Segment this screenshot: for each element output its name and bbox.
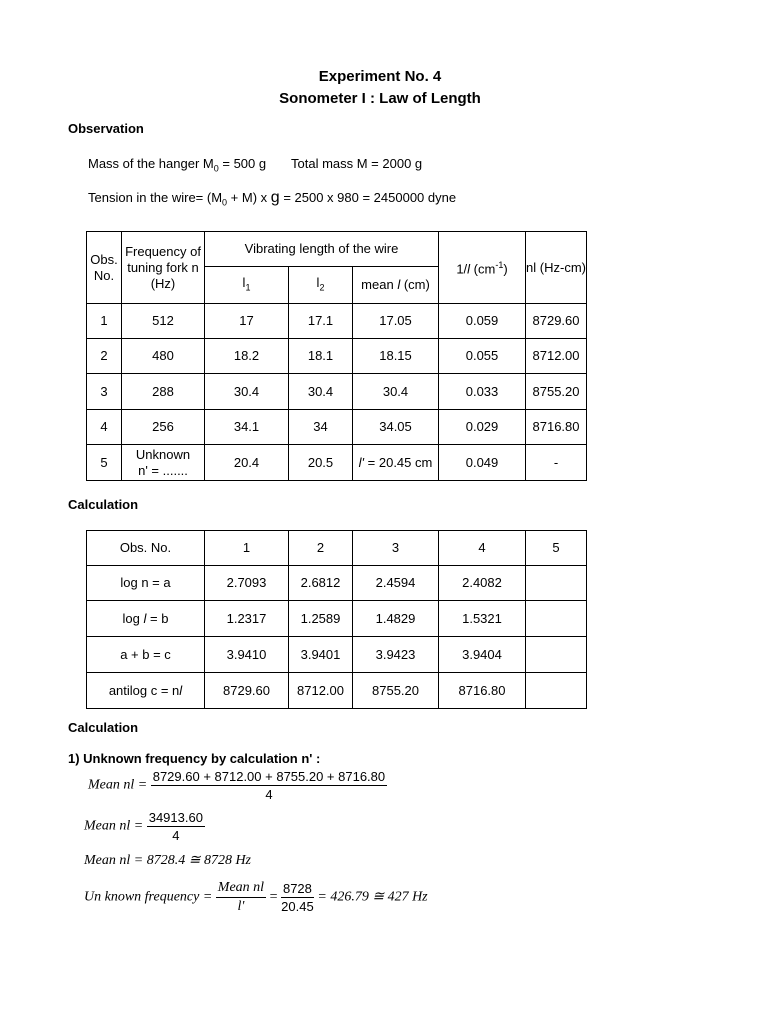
fraction: $\frac{8729.60 + 8712.00 + 8755.20 + 8716.80}{4}$ [152,769,386,802]
table-row: log n = a 2.7093 2.6812 2.4594 2.4082 [87,566,587,601]
table-header-row: Obs. No. 1 2 3 4 5 [87,531,587,566]
unknown-frequency-heading: 1) Unknown frequency by calculation n' : [68,751,321,766]
table-row: 3 288 30.4 30.4 30.4 0.033 8755.20 [87,374,587,410]
table-row: log l = b 1.2317 1.2589 1.4829 1.5321 [87,601,587,637]
tension-subscript: 0 [222,197,228,208]
table-row: 4 256 34.1 34 34.05 0.029 8716.80 [87,410,587,445]
frequency-header: Frequency of tuning fork n (Hz) [122,232,205,304]
mean-l-header: mean l (cm) [353,267,439,304]
l1-header: $l_1$ [205,267,289,304]
fraction: $\frac{34913.60}{4}$ [148,810,203,843]
calculation-heading: Calculation [68,497,139,512]
equation-mean-nl-total: Mean nl = $\frac{34913.60}{4}$ [84,810,203,843]
mass-hanger-value: = 500 g [222,156,267,171]
inverse-length-header: 1/l $(cm^{-1})$ [439,232,526,304]
mass-hanger-text [88,156,266,174]
tension-part-c: = 2500 x 980 = 2450000 dyne [283,190,457,205]
table-row: a + b = c 3.9410 3.9401 3.9423 3.9404 [87,637,587,673]
mass-hanger-subscript: 0 [213,163,219,174]
table-row: 1 512 17 17.1 17.05 0.059 8729.60 [87,304,587,339]
nl-header: nl (Hz-cm) [526,232,587,304]
tension-part-b: + M) x [230,190,268,205]
total-mass-text: Total mass M = 2000 g [291,156,423,171]
equation-unknown-frequency: Un known frequency = $\frac{\text{Mean nl}}{l'}$ = $\frac{8728}{20.45}$ = 426.79 ≅ 427 Hz [84,880,428,914]
experiment-title: Experiment No. 4 [318,68,442,85]
table-row-unknown: 5 Unknown n' = ....... 20.4 20.5 l' = 20.45 cm 0.049 - [87,445,587,481]
obs-no-header: Obs. No. [87,232,122,304]
tension-g: g [270,189,280,206]
equation-mean-nl-result: Mean nl = 8728.4 ≅ 8728 Hz [84,853,252,868]
observation-heading: Observation [68,121,144,136]
l2-header: $l_2$ [289,267,353,304]
tension-part-a: Tension in the wire= (M [88,190,223,205]
mass-hanger-label: Mass of the hanger M [88,156,214,171]
table-row: antilog c = nl 8729.60 8712.00 8755.20 8716.80 [87,673,587,709]
calculation-heading-2: Calculation [68,720,139,735]
experiment-subtitle: Sonometer I : Law of Length [279,90,481,107]
observation-table [86,231,587,481]
calculation-table [86,530,587,709]
fraction: $\frac{8728}{20.45}$ [281,881,314,914]
table-row: 2 480 18.2 18.1 18.15 0.055 8712.00 [87,339,587,374]
equation-mean-nl-sum: Mean nl = $\frac{8729.60 + 8712.00 + 8755.20 + 8716.80}{4}$ [88,769,386,802]
tension-text [88,189,456,208]
fraction: $\frac{\text{Mean nl}}{l'}$ [217,880,265,914]
vibrating-length-header: Vibrating length of the wire [205,232,439,267]
